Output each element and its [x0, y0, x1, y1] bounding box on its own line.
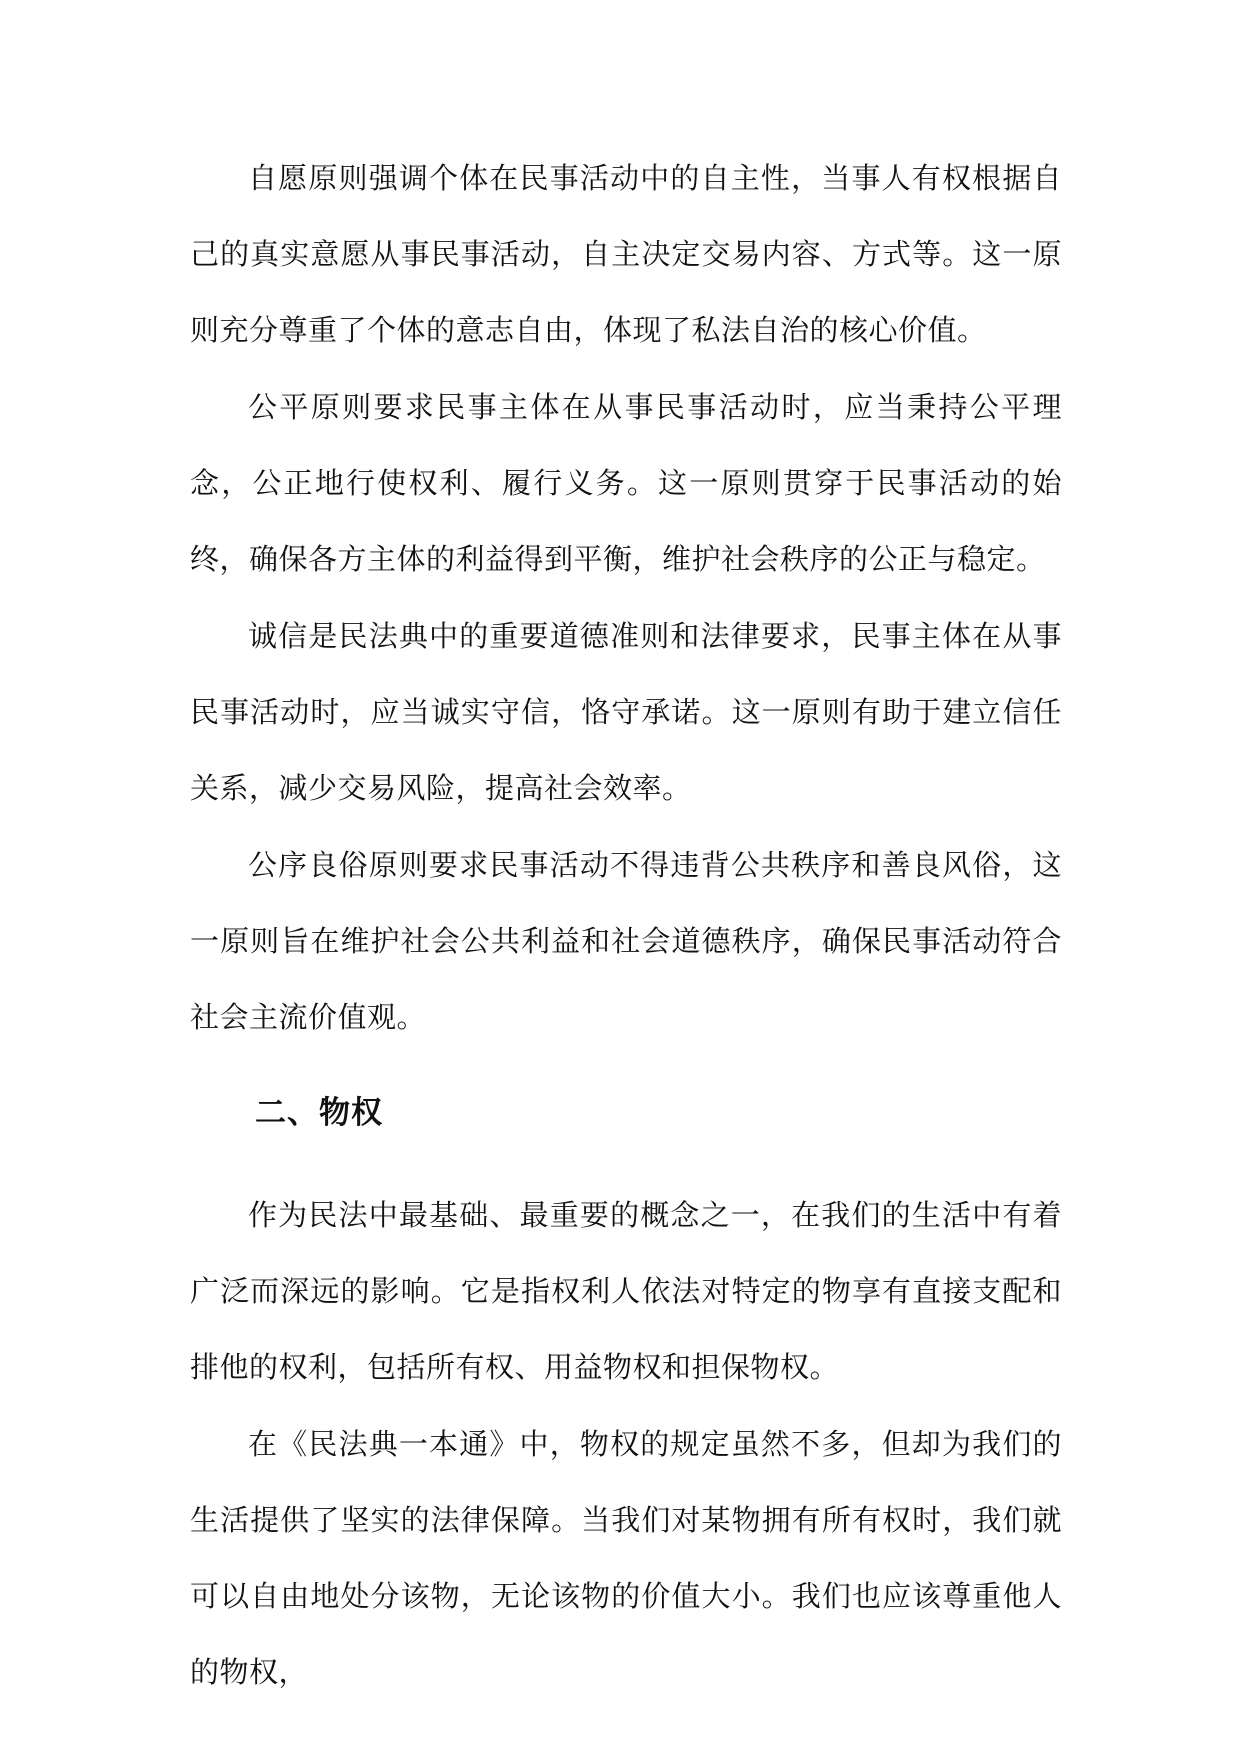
- paragraph-good-faith-principle: 诚信是民法典中的重要道德准则和法律要求，民事主体在从事民事活动时，应当诚实守信，恪守承诺。这一原则有助于建立信任关系，减少交易风险，提高社会效率。: [190, 619, 1062, 805]
- paragraph-property-rights-definition: 作为民法中最基础、最重要的概念之一，在我们的生活中有着广泛而深远的影响。它是指权利人依法对特定的物享有直接支配和排他的权利，包括所有权、用益物权和担保物权。: [190, 1198, 1062, 1384]
- section-heading-property-rights: 二、物权: [255, 1095, 383, 1131]
- paragraph-public-order-principle: 公序良俗原则要求民事活动不得违背公共秩序和善良风俗，这一原则旨在维护社会公共利益和社会道德秩序，确保民事活动符合社会主流价值观。: [190, 848, 1062, 1034]
- paragraph-property-rights-protection: 在《民法典一本通》中，物权的规定虽然不多，但却为我们的生活提供了坚实的法律保障。当我们对某物拥有所有权时，我们就可以自由地处分该物，无论该物的价值大小。我们也应该尊重他人的物权，: [190, 1427, 1062, 1689]
- paragraph-voluntariness-principle: 自愿原则强调个体在民事活动中的自主性，当事人有权根据自己的真实意愿从事民事活动，自主决定交易内容、方式等。这一原则充分尊重了个体的意志自由，体现了私法自治的核心价值。: [190, 161, 1062, 347]
- paragraph-fairness-principle: 公平原则要求民事主体在从事民事活动时，应当秉持公平理念，公正地行使权利、履行义务。这一原则贯穿于民事活动的始终，确保各方主体的利益得到平衡，维护社会秩序的公正与稳定。: [190, 390, 1062, 576]
